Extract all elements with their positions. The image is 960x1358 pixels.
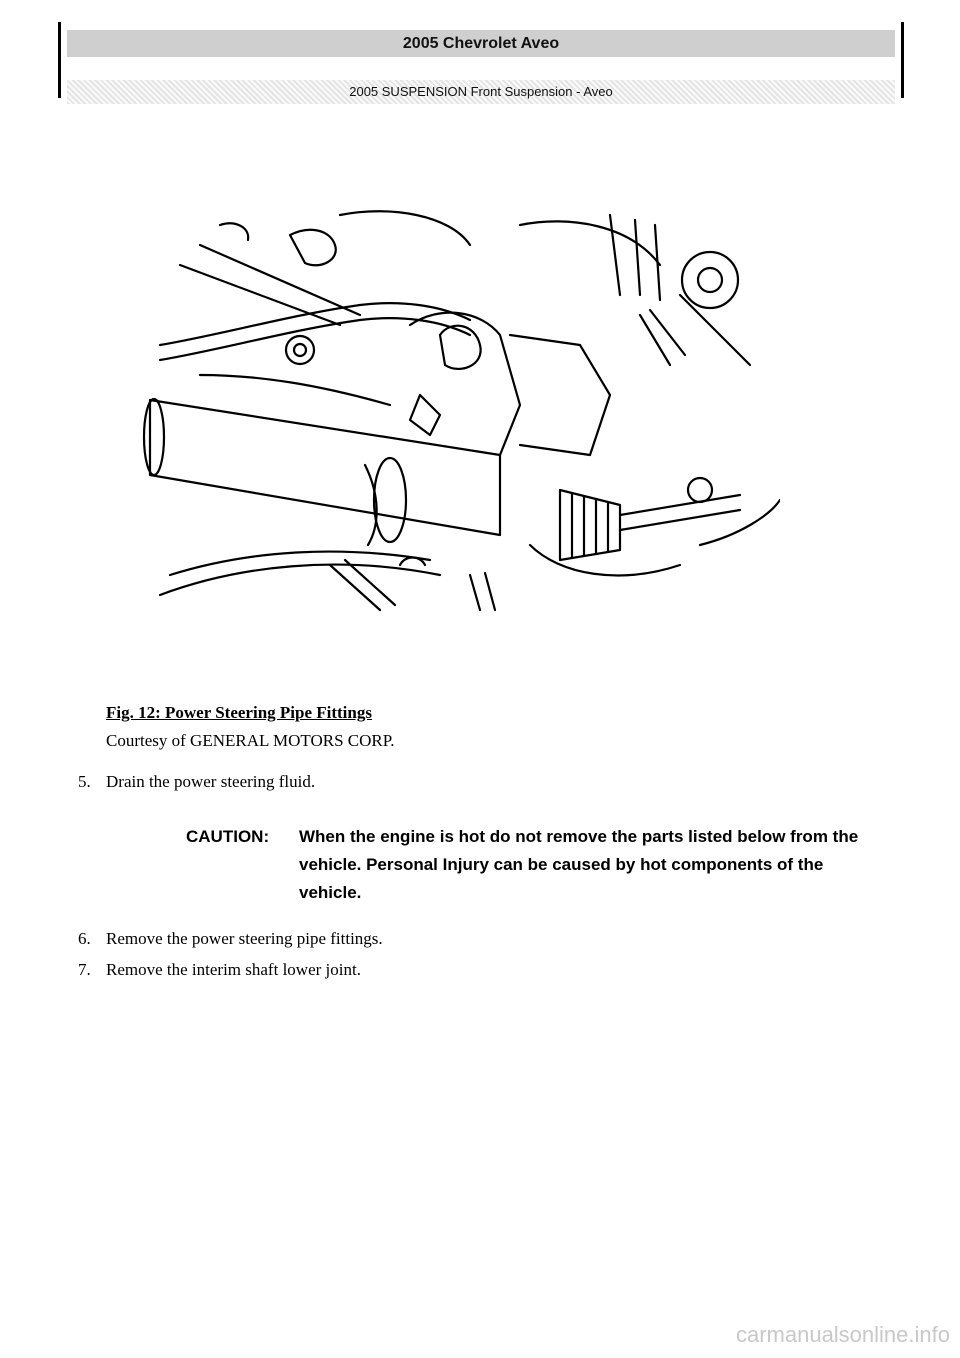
header-title: 2005 Chevrolet Aveo (67, 30, 895, 57)
figure-courtesy: Courtesy of GENERAL MOTORS CORP. (106, 731, 395, 750)
step-text: Remove the interim shaft lower joint. (106, 960, 361, 979)
step-text: Remove the power steering pipe fittings. (106, 929, 383, 948)
power-steering-illustration (140, 205, 780, 630)
step-number: 6. (78, 929, 91, 948)
watermark: carmanualsonline.info (735, 1322, 950, 1347)
header-subtitle: 2005 SUSPENSION Front Suspension - Aveo (67, 80, 895, 104)
step-text: Drain the power steering fluid. (106, 772, 316, 791)
caution-text: When the engine is hot do not remove the parts listed below from the vehicle. Personal Injury can be caused by hot components of the vehicle. (299, 827, 859, 902)
figure-caption: Fig. 12: Power Steering Pipe Fittings (106, 703, 372, 722)
page-header (58, 22, 904, 98)
caution-note (186, 823, 886, 907)
caution-label: CAUTION: (186, 827, 270, 846)
step-number: 7. (78, 960, 91, 979)
step-number: 5. (78, 772, 91, 791)
step-7 (78, 960, 361, 980)
step-6 (78, 929, 383, 949)
step-5 (78, 772, 315, 792)
